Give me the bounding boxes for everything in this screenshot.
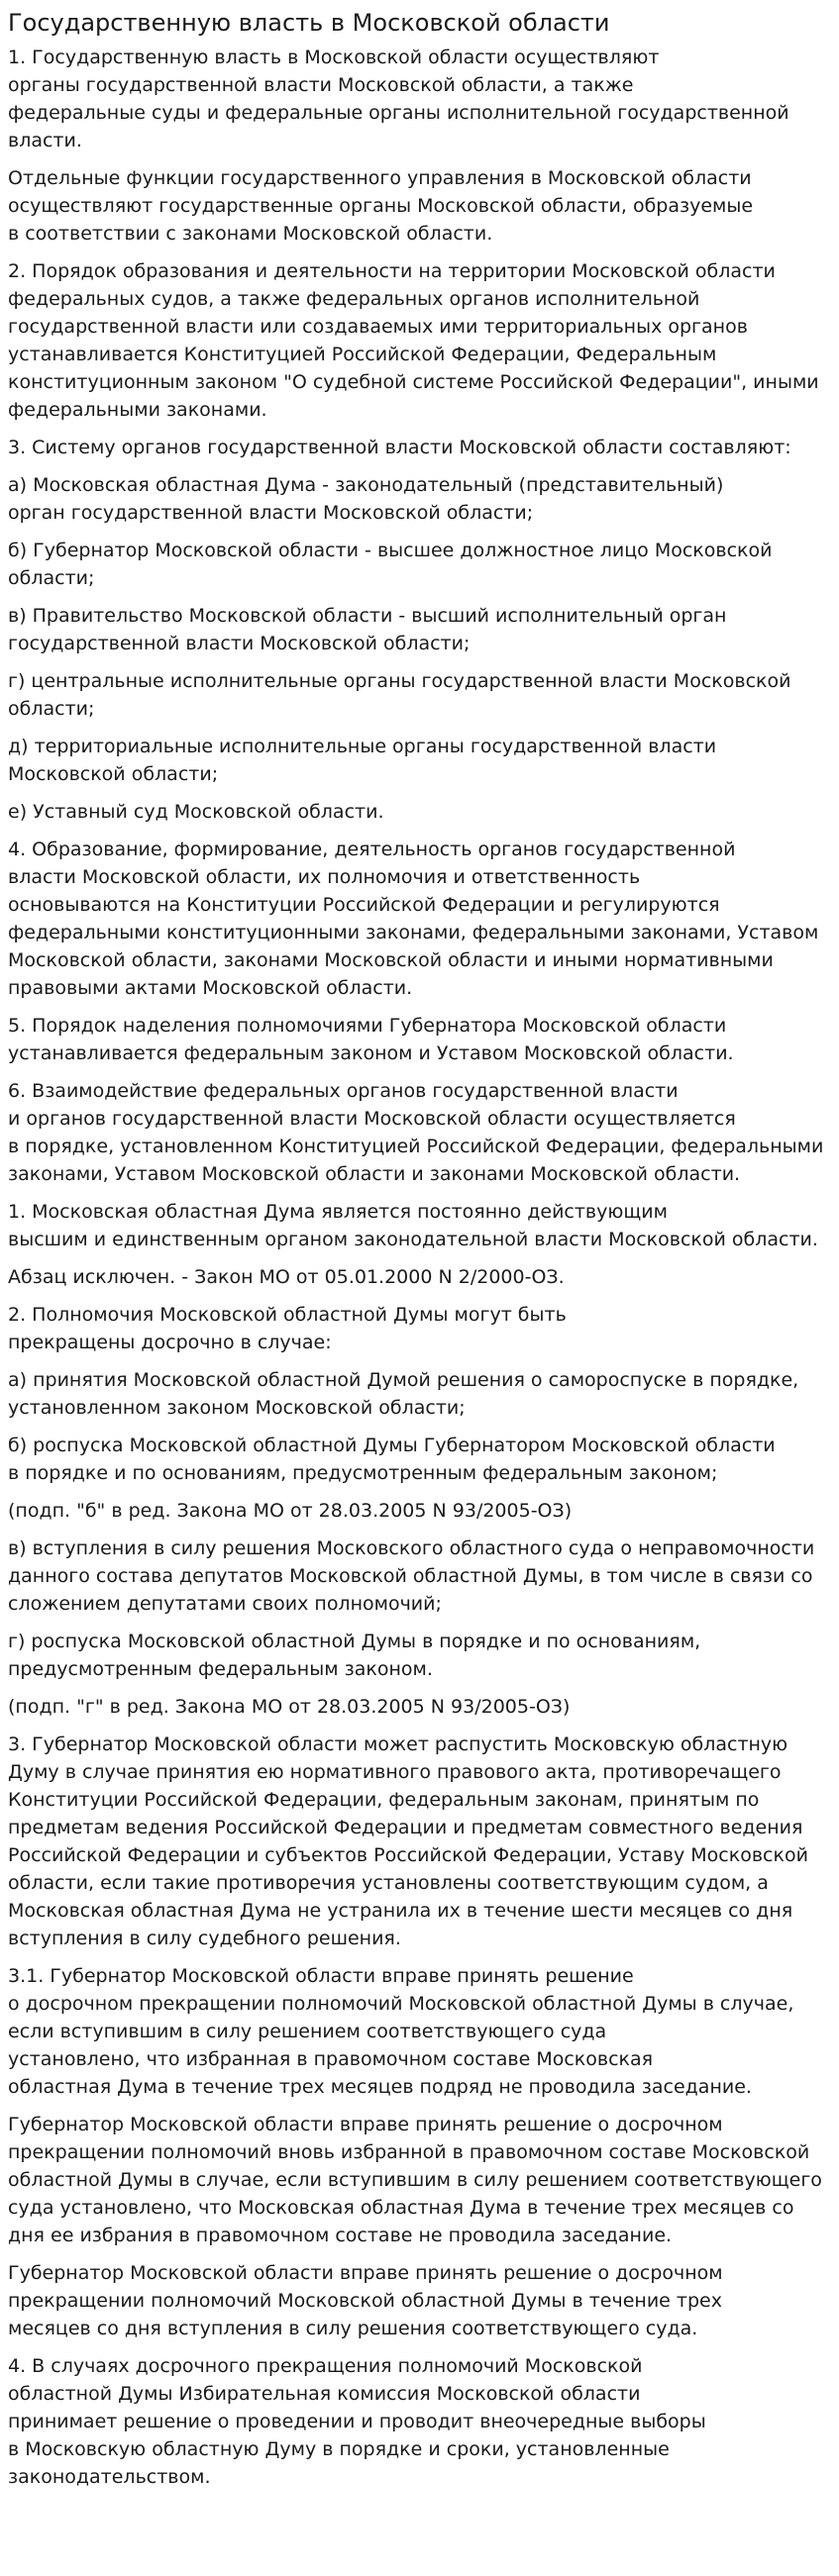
paragraph: в) Правительство Московской области - высший исполнительный орган государственной власти Московской области; [8, 605, 727, 654]
paragraph: 3. Губернатор Московской области может распустить Московскую областную Думу в случае принятия ею нормативного правового акта, противоречащего Конституции Российской Федерации, федеральным законам, принятым по предметам ведения Российской Федерации и предметам совместного ведения Российской Федерации и субъектов Российской Федерации, Уставу Московской области, если такие противоречия установлены соответствующим судом, а Московская областная Дума не устранила их в течение шести месяцев со дня вступления в силу судебного решения. [8, 1734, 808, 1949]
page-title: Государственную власть в Московской области [8, 9, 610, 37]
paragraph: д) территориальные исполнительные органы государственной власти Московской области; [8, 736, 717, 785]
document-body [8, 44, 829, 2491]
paragraph: 4. Образование, формирование, деятельность органов государственной власти Московской области, их полномочия и ответственность основываются на Конституции Российской Федерации и регулируются федеральными конституционными законами, федеральными законами, Уставом Московской области, законами Московской области и иными нормативными правовыми актами Московской области. [8, 839, 819, 999]
paragraph: Абзац исключен. - Закон МО от 05.01.2000 N 2/2000-ОЗ. [8, 1266, 565, 1288]
paragraph: Губернатор Московской области вправе принять решение о досрочном прекращении полномочий вновь избранной в правомочном составе Московской областной Думы в случае, если вступившим в силу решением соответствующего суда установлено, что Московская областная Дума в течение трех месяцев со дня ее избрания в правомочном составе не проводила заседание. [8, 2114, 822, 2246]
paragraph: Отдельные функции государственного управления в Московской области осуществляют государственные органы Московской области, образуемые в соответствии с законами Московской области. [8, 167, 754, 245]
paragraph: 6. Взаимодействие федеральных органов государственной власти и органов государственной власти Московской области осуществляется в порядке, установленном Конституцией Российской Федерации, федеральными законами, Уставом Московской области и законами Московской области. [8, 1080, 824, 1185]
paragraph: 2. Полномочия Московской областной Думы могут быть прекращены досрочно в случае: [8, 1304, 567, 1353]
paragraph: г) центральные исполнительные органы государственной власти Московской области; [8, 670, 791, 720]
paragraph: в) вступления в силу решения Московского областного суда о неправомочности данного состава депутатов Московской областной Думы, в том числе в связи со сложением депутатами своих полномочий; [8, 1537, 815, 1615]
paragraph: 5. Порядок наделения полномочиями Губернатора Московской области устанавливается федеральным законом и Уставом Московской области. [8, 1015, 734, 1064]
paragraph: 3. Систему органов государственной власти Московской области составляют: [8, 437, 791, 458]
paragraph: 1. Государственную власть в Московской области осуществляют органы государственной власти Московской области, а также федеральные суды и федеральные органы исполнительной государственной власти. [8, 47, 789, 151]
paragraph: е) Уставный суд Московской области. [8, 801, 384, 823]
paragraph: б) роспуска Московской областной Думы Губернатором Московской области в порядке и по основаниям, предусмотренным федеральным законом; [8, 1435, 776, 1484]
paragraph: (подп. "г" в ред. Закона МО от 28.03.2005 N 93/2005-ОЗ) [8, 1696, 571, 1718]
paragraph: а) принятия Московской областной Думой решения о самороспуске в порядке, установленном законом Московской области; [8, 1369, 799, 1419]
paragraph: г) роспуска Московской областной Думы в порядке и по основаниям, предусмотренным федеральным законом. [8, 1631, 701, 1680]
paragraph: 3.1. Губернатор Московской области вправе принять решение о досрочном прекращении полномочий Московской областной Думы в случае, если вступившим в силу решением соответствующего суда установлено, что избранная в правомочном составе Московская областная Дума в течение трех месяцев подряд не проводила заседание. [8, 1965, 794, 2098]
paragraph: б) Губернатор Московской области - высшее должностное лицо Московской области; [8, 540, 773, 589]
paragraph: 4. В случаях досрочного прекращения полномочий Московской областной Думы Избирательная комиссия Московской области принимает решение о проведении и проводит внеочередные выборы в Московскую областную Думу в порядке и сроки, установленные законодательством. [8, 2355, 706, 2488]
paragraph: Губернатор Московской области вправе принять решение о досрочном прекращении полномочий Московской областной Думы в течение трех месяцев со дня вступления в силу решения соответствующего суда. [8, 2262, 723, 2339]
paragraph: 2. Порядок образования и деятельности на территории Московской области федеральных судов, а также федеральных органов исполнительной государственной власти или создаваемых ими территориальных органов устанавливается Конституцией Российской Федерации, Федеральным конституционным законом "О судебной системе Российской Федерации", иными федеральными законами. [8, 260, 819, 421]
paragraph: (подп. "б" в ред. Закона МО от 28.03.2005 N 93/2005-ОЗ) [8, 1500, 573, 1522]
paragraph: а) Московская областная Дума - законодательный (представительный) орган государственной власти Московской области; [8, 474, 724, 524]
paragraph: 1. Московская областная Дума является постоянно действующим высшим и единственным органом законодательной власти Московской области. [8, 1201, 818, 1250]
